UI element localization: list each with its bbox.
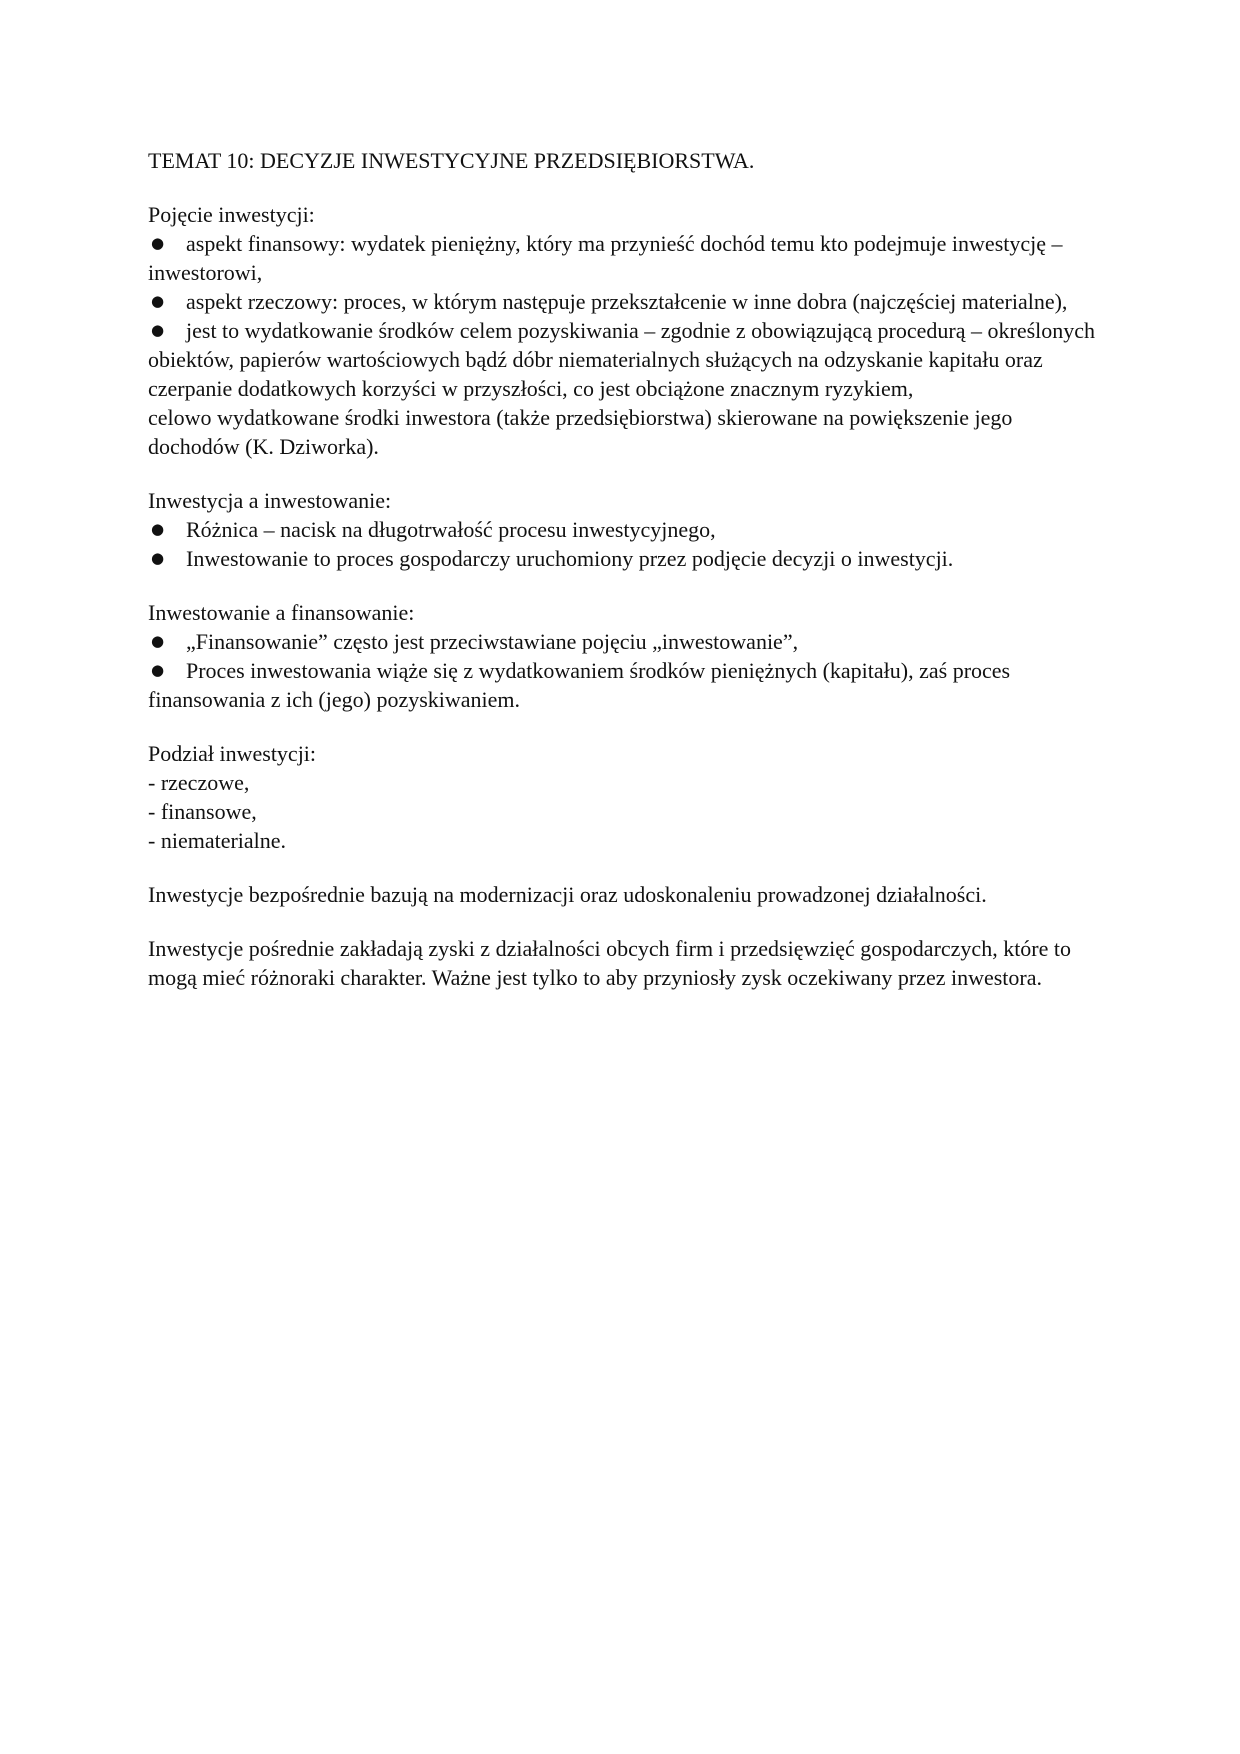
- section-heading: Pojęcie inwestycji:: [148, 202, 315, 227]
- bullet-item: ● aspekt finansowy: wydatek pieniężny, który ma przynieść dochód temu kto podejmuje inwestycję – inwestorowi,: [148, 229, 1108, 287]
- section-bezposrednie: [148, 880, 1108, 909]
- document-page: [148, 146, 1108, 992]
- paragraph: celowo wydatkowane środki inwestora (także przedsiębiorstwa) skierowane na powiększenie jego dochodów (K. Dziworka).: [148, 405, 1013, 459]
- document-title: TEMAT 10: DECYZJE INWESTYCYJNE PRZEDSIĘBIORSTWA.: [148, 148, 755, 173]
- section-heading: Inwestowanie a finansowanie:: [148, 600, 415, 625]
- section-podzial: [148, 739, 1108, 855]
- bullet-item: ● „Finansowanie” często jest przeciwstawiane pojęciu „inwestowanie”,: [148, 627, 1108, 656]
- list-item: - rzeczowe,: [148, 770, 250, 795]
- list-item: - finansowe,: [148, 799, 257, 824]
- section-inwestycja: [148, 486, 1108, 573]
- paragraph: Inwestycje bezpośrednie bazują na modernizacji oraz udoskonaleniu prowadzonej działalności.: [148, 882, 987, 907]
- list-item: - niematerialne.: [148, 828, 287, 853]
- section-heading: Inwestycja a inwestowanie:: [148, 488, 392, 513]
- bullet-item: ● Różnica – nacisk na długotrwałość procesu inwestycyjnego,: [148, 515, 1108, 544]
- section-posrednie: [148, 934, 1108, 992]
- bullet-item: ● Inwestowanie to proces gospodarczy uruchomiony przez podjęcie decyzji o inwestycji.: [148, 544, 1108, 573]
- bullet-item: ● Proces inwestowania wiąże się z wydatkowaniem środków pieniężnych (kapitału), zaś proces finansowania z ich (jego) pozyskiwaniem.: [148, 656, 1108, 714]
- section-heading: Podział inwestycji:: [148, 741, 317, 766]
- bullet-item: ● aspekt rzeczowy: proces, w którym następuje przekształcenie w inne dobra (najczęściej materialne),: [148, 287, 1108, 316]
- paragraph: Inwestycje pośrednie zakładają zyski z działalności obcych firm i przedsięwzięć gospodarczych, które to mogą mieć różnoraki charakter. Ważne jest tylko to aby przyniosły zysk oczekiwany przez inwestora.: [148, 936, 1072, 990]
- section-pojecie: [148, 200, 1108, 461]
- bullet-item: ● jest to wydatkowanie środków celem pozyskiwania – zgodnie z obowiązującą procedurą – określonych obiektów, papierów wartościowych bądź dóbr niematerialnych służących na odzyskanie kapitału oraz czerpanie dodatkowych korzyści w przyszłości, co jest obciążone znacznym ryzykiem,: [148, 316, 1108, 403]
- section-finansowanie: [148, 598, 1108, 714]
